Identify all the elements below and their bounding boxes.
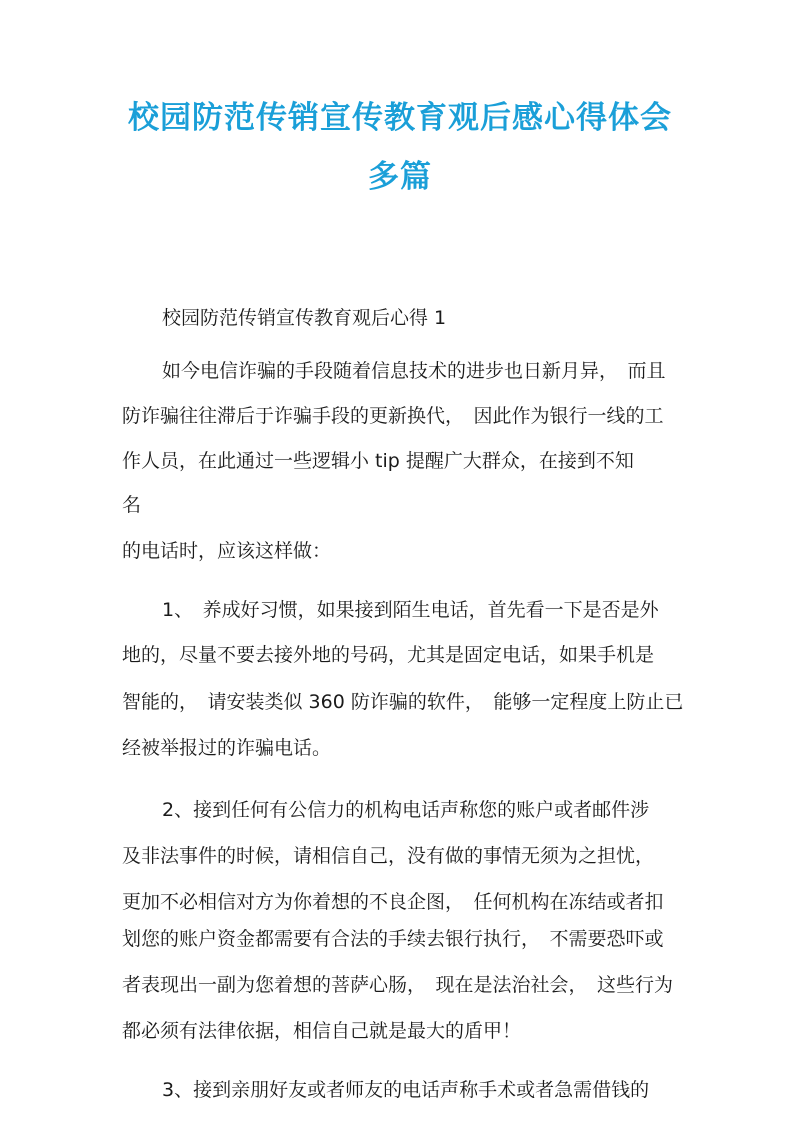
list-item-3-line: 3、接到亲朋好友或者师友的电话声称手术或者急需借钱的: [162, 1079, 650, 1101]
paragraph-line: 作人员，在此通过一些逻辑小 tip 提醒广大群众，在接到不知: [122, 450, 634, 472]
list-item-1-line: 地的，尽量不要去接外地的号码，尤其是固定电话，如果手机是: [122, 644, 655, 666]
list-item-2-line: 及非法事件的时候，请相信自己，没有做的事情无须为之担忧，: [122, 845, 655, 867]
list-item-2-line: 都必须有法律依据，相信自己就是最大的盾甲！: [122, 1020, 522, 1042]
section-heading: 校园防范传销宣传教育观后心得 1: [162, 307, 447, 329]
paragraph-line: 名: [122, 494, 142, 516]
document-title-line-1: 校园防范传销宣传教育观后感心得体会: [128, 100, 672, 136]
list-item-2-line: 者表现出一副为您着想的菩萨心肠， 现在是法治社会， 这些行为: [122, 974, 674, 996]
paragraph-line: 的电话时，应该这样做：: [122, 540, 332, 562]
list-item-1-line: 经被举报过的诈骗电话。: [122, 737, 332, 759]
list-item-1-line: 智能的， 请安装类似 360 防诈骗的软件， 能够一定程度上防止已: [122, 691, 684, 713]
list-item-2-line: 划您的账户资金都需要有合法的手续去银行执行， 不需要恐吓或: [122, 928, 664, 950]
document-title-line-2: 多篇: [368, 159, 432, 195]
list-item-2-line: 更加不必相信对方为你着想的不良企图， 任何机构在冻结或者扣: [122, 891, 664, 913]
list-item-2-line: 2、接到任何有公信力的机构电话声称您的账户或者邮件涉: [162, 799, 650, 821]
paragraph-line: 防诈骗往往滞后于诈骗手段的更新换代， 因此作为银行一线的工: [122, 405, 664, 427]
paragraph-line: 如今电信诈骗的手段随着信息技术的进步也日新月异， 而且: [162, 360, 666, 382]
list-item-1-line: 1、 养成好习惯，如果接到陌生电话，首先看一下是否是外: [162, 599, 659, 621]
